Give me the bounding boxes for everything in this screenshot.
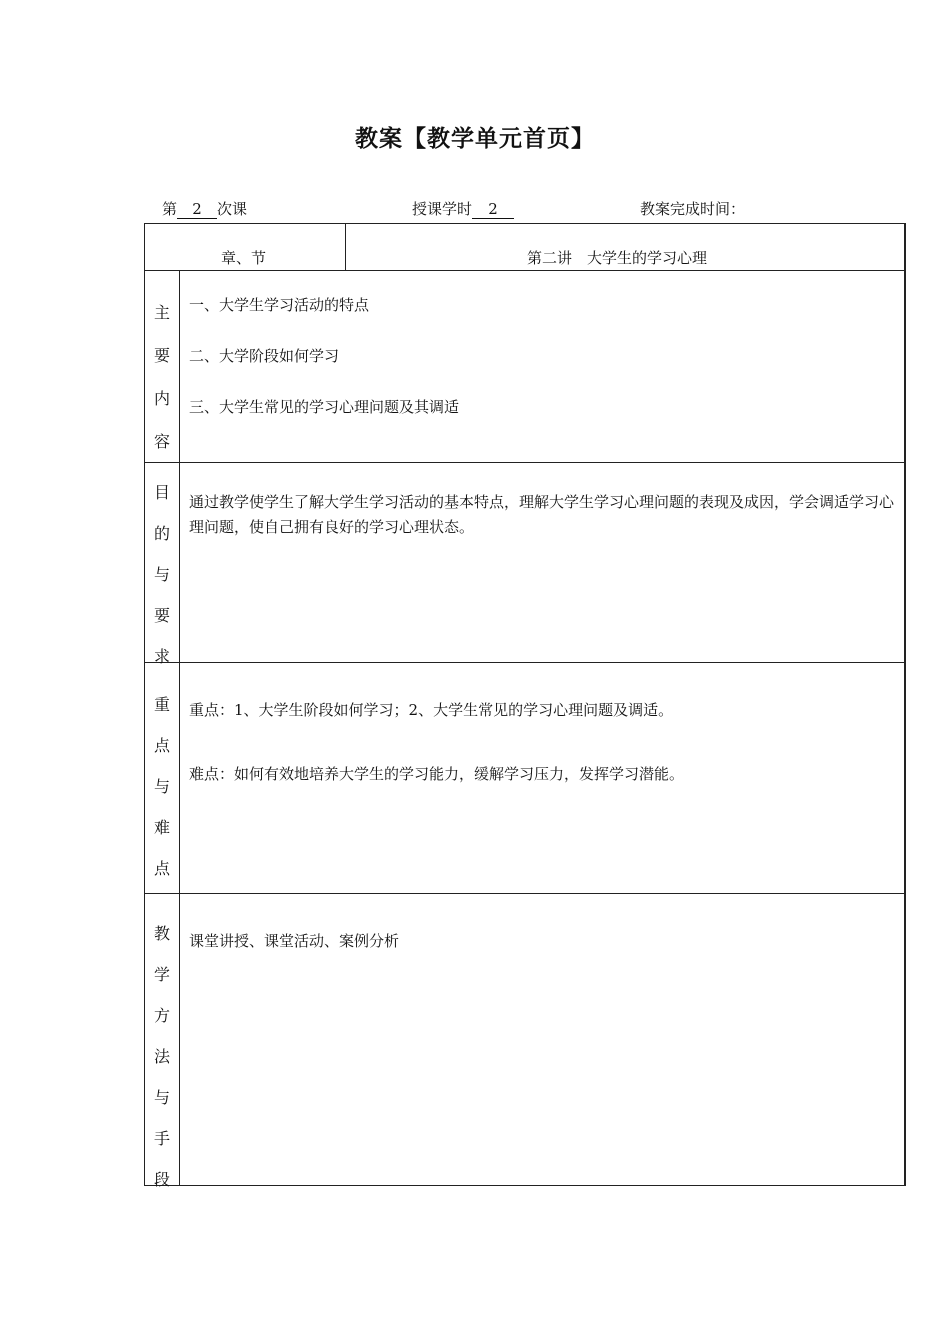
label-char: 求	[153, 647, 170, 666]
row-divider	[145, 462, 904, 463]
methods-label	[145, 921, 179, 1190]
lesson-prefix: 第	[162, 200, 178, 218]
teaching-hours-field	[412, 198, 514, 219]
objectives-text: 通过教学使学生了解大学生学习活动的基本特点，理解大学生学习心理问题的表现及成因，学会调适学习心理问题，使自己拥有良好的学习心理状态。	[189, 493, 895, 536]
key-points-label	[145, 692, 179, 879]
key-points-content	[189, 699, 684, 784]
list-item: 三、大学生常见的学习心理问题及其调适	[189, 398, 460, 416]
lesson-plan-table	[144, 223, 906, 1189]
row-divider	[145, 270, 904, 271]
label-char: 方	[153, 1006, 170, 1025]
row-divider	[145, 662, 904, 663]
lesson-number: 2	[177, 201, 217, 219]
label-char: 与	[153, 777, 170, 796]
lesson-number-field	[162, 198, 247, 219]
label-char: 内	[153, 389, 170, 408]
completion-label: 教案完成时间：	[640, 200, 746, 218]
label-char: 点	[153, 736, 170, 755]
hours-label: 授课学时	[412, 200, 473, 218]
label-char: 的	[153, 524, 170, 543]
page-title: 教案【教学单元首页】	[355, 126, 595, 152]
objectives-label	[145, 480, 179, 667]
main-content-label	[145, 300, 179, 452]
label-char: 与	[153, 565, 170, 584]
list-item: 一、大学生学习活动的特点	[189, 296, 370, 314]
label-char: 要	[153, 346, 170, 365]
main-content-list	[189, 294, 459, 417]
label-char: 学	[153, 965, 170, 984]
label-char: 难	[153, 818, 170, 837]
lesson-suffix: 次课	[217, 200, 248, 218]
label-char: 手	[153, 1129, 170, 1148]
label-char: 主	[153, 303, 170, 322]
completion-time-field	[640, 198, 745, 219]
label-char: 段	[153, 1170, 170, 1189]
label-char: 重	[153, 695, 170, 714]
chapter-section-value: 第二讲 大学生的学习心理	[527, 249, 708, 267]
label-char: 法	[153, 1047, 170, 1066]
hours-value: 2	[472, 201, 514, 219]
label-char: 要	[153, 606, 170, 625]
row-divider	[145, 893, 904, 894]
methods-text: 课堂讲授、课堂活动、案例分析	[189, 932, 400, 950]
column-divider	[179, 270, 180, 1186]
difficulty-text: 难点：如何有效地培养大学生的学习能力，缓解学习压力，发挥学习潜能。	[189, 765, 685, 783]
label-char: 教	[153, 924, 170, 943]
column-divider	[345, 224, 346, 270]
label-char: 点	[153, 859, 170, 878]
chapter-section-label: 章、节	[221, 249, 267, 267]
label-char: 容	[153, 432, 170, 451]
label-char: 与	[153, 1088, 170, 1107]
list-item: 二、大学阶段如何学习	[189, 347, 340, 365]
key-point-text: 重点：1、大学生阶段如何学习；2、大学生常见的学习心理问题及调适。	[189, 701, 674, 719]
label-char: 目	[153, 483, 170, 502]
